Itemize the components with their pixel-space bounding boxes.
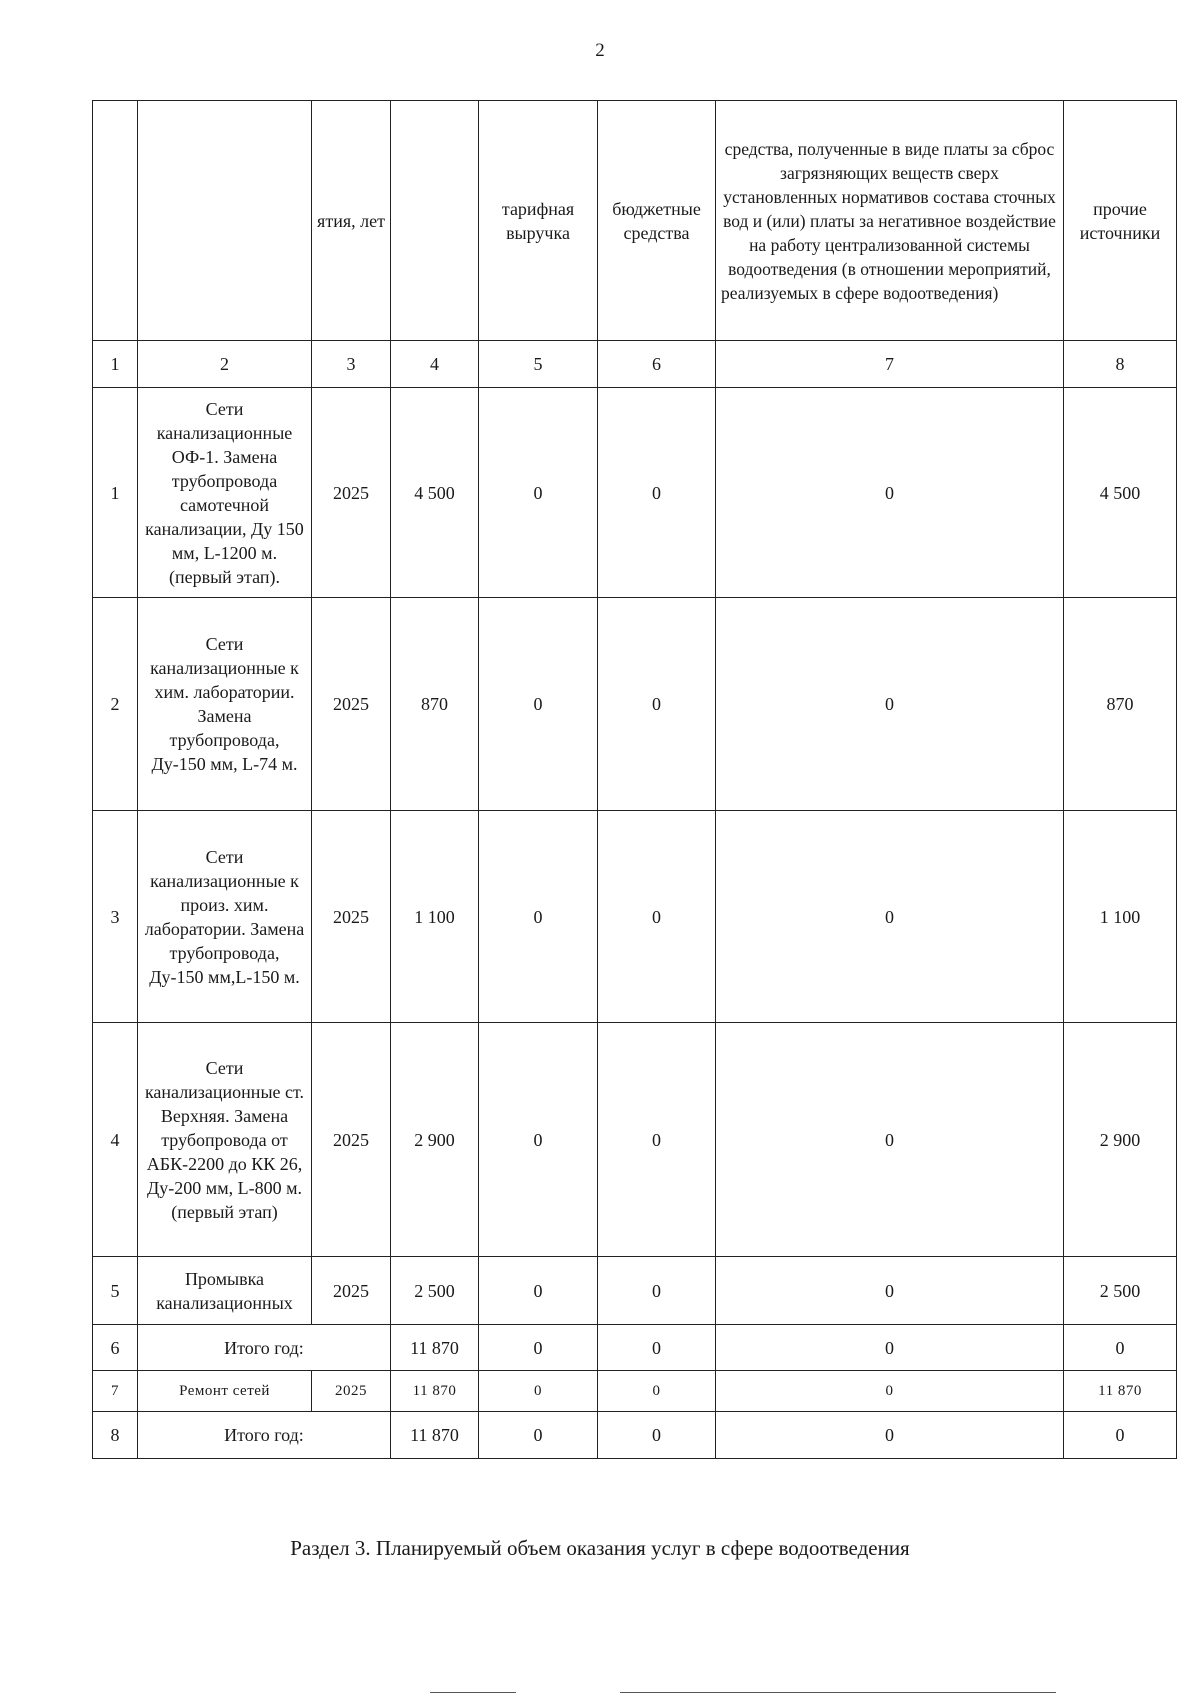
column-number: 8 — [1064, 341, 1177, 388]
header-cell-1 — [93, 101, 138, 341]
fees-amount: 0 — [716, 1371, 1064, 1412]
total-amount: 2 900 — [391, 1023, 479, 1257]
other-amount: 870 — [1064, 598, 1177, 811]
column-number: 7 — [716, 341, 1064, 388]
column-number: 2 — [138, 341, 312, 388]
row-number: 2 — [93, 598, 138, 811]
header-fees-funds: средства, полученные в виде платы за сброс загрязняющих веществ сверх установленных нормативов состава сточных вод и (или) платы за негативное воздействие на работу централизованной системы водоотведения (в отношении мероприятий, реализуемых в сфере водоотведения) — [716, 101, 1064, 341]
other-amount: 4 500 — [1064, 388, 1177, 598]
total-amount: 11 870 — [391, 1371, 479, 1412]
budget-amount: 0 — [598, 1371, 716, 1412]
other-amount: 2 500 — [1064, 1257, 1177, 1325]
implementation-year: 2025 — [312, 811, 391, 1023]
implementation-year: 2025 — [312, 1257, 391, 1325]
budget-amount: 0 — [598, 811, 716, 1023]
total-row — [93, 1412, 1177, 1459]
tariff-amount: 0 — [479, 1412, 598, 1459]
total-amount: 4 500 — [391, 388, 479, 598]
row-number: 3 — [93, 811, 138, 1023]
budget-amount: 0 — [598, 1257, 716, 1325]
measure-name: Сети канализационные к произ. хим. лаборатории. Замена трубопровода, Ду-150 мм,L-150 м. — [138, 811, 312, 1023]
total-label: Итого год: — [138, 1412, 391, 1459]
table-row — [93, 388, 1177, 598]
header-tariff-revenue: тарифная выручка — [479, 101, 598, 341]
header-row — [93, 101, 1177, 341]
investment-plan-table — [92, 100, 1177, 1459]
row-number: 5 — [93, 1257, 138, 1325]
budget-amount: 0 — [598, 1412, 716, 1459]
header-budget-funds: бюджетные средства — [598, 101, 716, 341]
footer-divider — [430, 1692, 516, 1693]
budget-amount: 0 — [598, 1023, 716, 1257]
tariff-amount: 0 — [479, 811, 598, 1023]
total-amount: 11 870 — [391, 1325, 479, 1371]
total-label: Итого год: — [138, 1325, 391, 1371]
implementation-year: 2025 — [312, 1023, 391, 1257]
column-number: 4 — [391, 341, 479, 388]
table-row — [93, 1023, 1177, 1257]
total-amount: 1 100 — [391, 811, 479, 1023]
row-number: 1 — [93, 388, 138, 598]
tariff-amount: 0 — [479, 598, 598, 811]
measure-name: Промывка канализационных — [138, 1257, 312, 1325]
header-cell-4 — [391, 101, 479, 341]
tariff-amount: 0 — [479, 388, 598, 598]
row-number: 8 — [93, 1412, 138, 1459]
fees-amount: 0 — [716, 388, 1064, 598]
header-other-sources: прочие источники — [1064, 101, 1177, 341]
column-number: 1 — [93, 341, 138, 388]
table-row — [93, 811, 1177, 1023]
fees-amount: 0 — [716, 1023, 1064, 1257]
budget-amount: 0 — [598, 388, 716, 598]
implementation-year: 2025 — [312, 388, 391, 598]
repair-row — [93, 1371, 1177, 1412]
measure-name: Сети канализационные ОФ-1. Замена трубопровода самотечной канализации, Ду 150 мм, L-1200 м.(первый этап). — [138, 388, 312, 598]
fees-amount: 0 — [716, 1325, 1064, 1371]
header-cell-3: ятия, лет — [312, 101, 391, 341]
row-number: 7 — [93, 1371, 138, 1412]
total-amount: 11 870 — [391, 1412, 479, 1459]
other-amount: 0 — [1064, 1325, 1177, 1371]
column-number-row — [93, 341, 1177, 388]
measure-name: Сети канализационные ст. Верхняя. Замена трубопровода от АБК-2200 до КК 26, Ду-200 мм, L-800 м.(первый этап) — [138, 1023, 312, 1257]
table-row — [93, 1257, 1177, 1325]
header-cell-2 — [138, 101, 312, 341]
fees-amount: 0 — [716, 811, 1064, 1023]
row-number: 4 — [93, 1023, 138, 1257]
total-amount: 870 — [391, 598, 479, 811]
footer-divider — [620, 1692, 1056, 1693]
other-amount: 11 870 — [1064, 1371, 1177, 1412]
tariff-amount: 0 — [479, 1371, 598, 1412]
fees-amount: 0 — [716, 1412, 1064, 1459]
column-number: 3 — [312, 341, 391, 388]
fees-amount: 0 — [716, 598, 1064, 811]
row-number: 6 — [93, 1325, 138, 1371]
table-row — [93, 598, 1177, 811]
column-number: 5 — [479, 341, 598, 388]
other-amount: 0 — [1064, 1412, 1177, 1459]
other-amount: 1 100 — [1064, 811, 1177, 1023]
column-number: 6 — [598, 341, 716, 388]
measure-name: Сети канализационные к хим. лаборатории. Замена трубопровода, Ду-150 мм, L-74 м. — [138, 598, 312, 811]
fees-amount: 0 — [716, 1257, 1064, 1325]
total-amount: 2 500 — [391, 1257, 479, 1325]
tariff-amount: 0 — [479, 1325, 598, 1371]
page-number: 2 — [595, 40, 605, 61]
tariff-amount: 0 — [479, 1257, 598, 1325]
total-row — [93, 1325, 1177, 1371]
budget-amount: 0 — [598, 598, 716, 811]
other-amount: 2 900 — [1064, 1023, 1177, 1257]
measure-name: Ремонт сетей — [138, 1371, 312, 1412]
budget-amount: 0 — [598, 1325, 716, 1371]
tariff-amount: 0 — [479, 1023, 598, 1257]
section-title: Раздел 3. Планируемый объем оказания услуг в сфере водоотведения — [290, 1536, 910, 1560]
implementation-year: 2025 — [312, 1371, 391, 1412]
implementation-year: 2025 — [312, 598, 391, 811]
